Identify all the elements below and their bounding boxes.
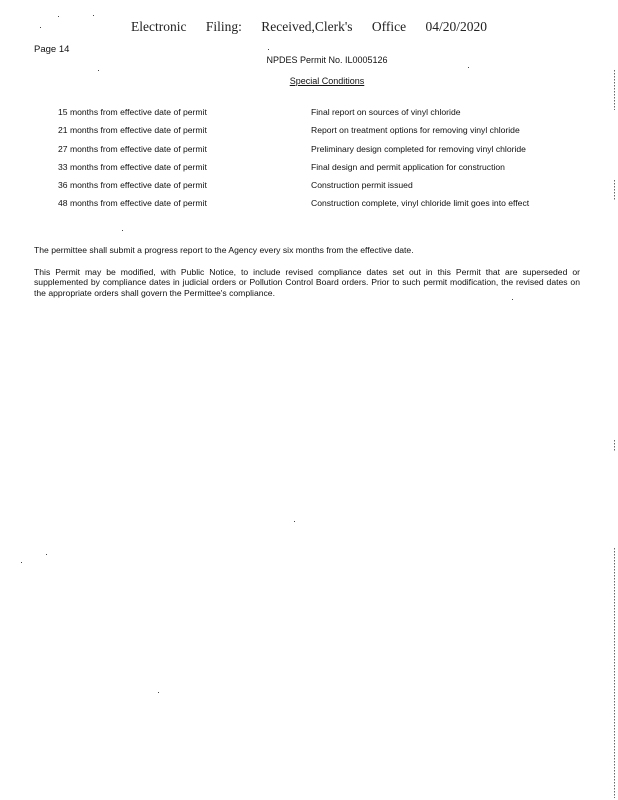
scan-edge-dots: [614, 180, 615, 200]
schedule-row: [58, 180, 578, 198]
schedule-task: Construction permit issued: [311, 180, 413, 191]
progress-report-paragraph: The permittee shall submit a progress report to the Agency every six months from the effective date.: [34, 244, 414, 255]
scan-edge-dots: [614, 440, 615, 452]
scan-speck: [98, 70, 99, 71]
schedule-task: Report on treatment options for removing vinyl chloride: [311, 125, 520, 136]
scan-speck: [40, 27, 41, 28]
schedule-task: Final report on sources of vinyl chloride: [311, 107, 461, 117]
scan-speck: [58, 16, 59, 17]
schedule-task: Preliminary design completed for removing vinyl chloride: [311, 143, 526, 154]
schedule-deadline: 33 months from effective date of permit: [58, 161, 207, 172]
schedule-task: Construction complete, vinyl chloride limit goes into effect: [311, 198, 530, 209]
permit-number: NPDES Permit No. IL0005126: [266, 55, 388, 65]
schedule-row: [58, 162, 578, 180]
header-filing: Filing:: [205, 19, 242, 34]
schedule-row: [58, 144, 578, 162]
section-title: Special Conditions: [289, 76, 365, 86]
schedule-deadline: 27 months from effective date of permit: [58, 143, 207, 154]
header-date: 04/20/2020: [425, 19, 488, 34]
schedule-deadline: 36 months from effective date of permit: [58, 180, 207, 191]
electronic-filing-header: [0, 19, 618, 35]
scan-speck: [46, 554, 47, 555]
scan-speck: [122, 230, 123, 231]
schedule-task: Final design and permit application for construction: [311, 161, 505, 172]
compliance-schedule: [58, 107, 578, 217]
schedule-deadline: 15 months from effective date of permit: [58, 107, 207, 117]
scan-speck: [21, 562, 22, 563]
page-number: Page 14: [34, 44, 70, 55]
scan-speck: [268, 49, 269, 50]
scan-edge-dots: [614, 70, 615, 110]
header-office: Office: [371, 19, 407, 34]
scan-speck: [294, 521, 295, 522]
scan-speck: [93, 15, 94, 16]
scan-speck: [158, 692, 159, 693]
permit-modification-paragraph: This Permit may be modified, with Public Notice, to include revised compliance dates set out in this Permit that are superseded or supplemented by compliance dates in judicial orders or Pollution Control Board orders. Prior to such permit modification, the revised dates on the appropriate orders shall govern the Permittee's compliance.: [34, 266, 580, 298]
schedule-row: [58, 198, 578, 216]
schedule-deadline: 21 months from effective date of permit: [58, 125, 207, 136]
scan-edge-dots: [614, 548, 615, 798]
schedule-row: [58, 107, 578, 125]
schedule-deadline: 48 months from effective date of permit: [58, 198, 207, 209]
scan-speck: [468, 67, 469, 68]
header-electronic: Electronic: [130, 19, 187, 34]
schedule-row: [58, 125, 578, 143]
scan-speck: [512, 299, 513, 300]
header-received-clerks: Received,Clerk's: [261, 19, 353, 34]
